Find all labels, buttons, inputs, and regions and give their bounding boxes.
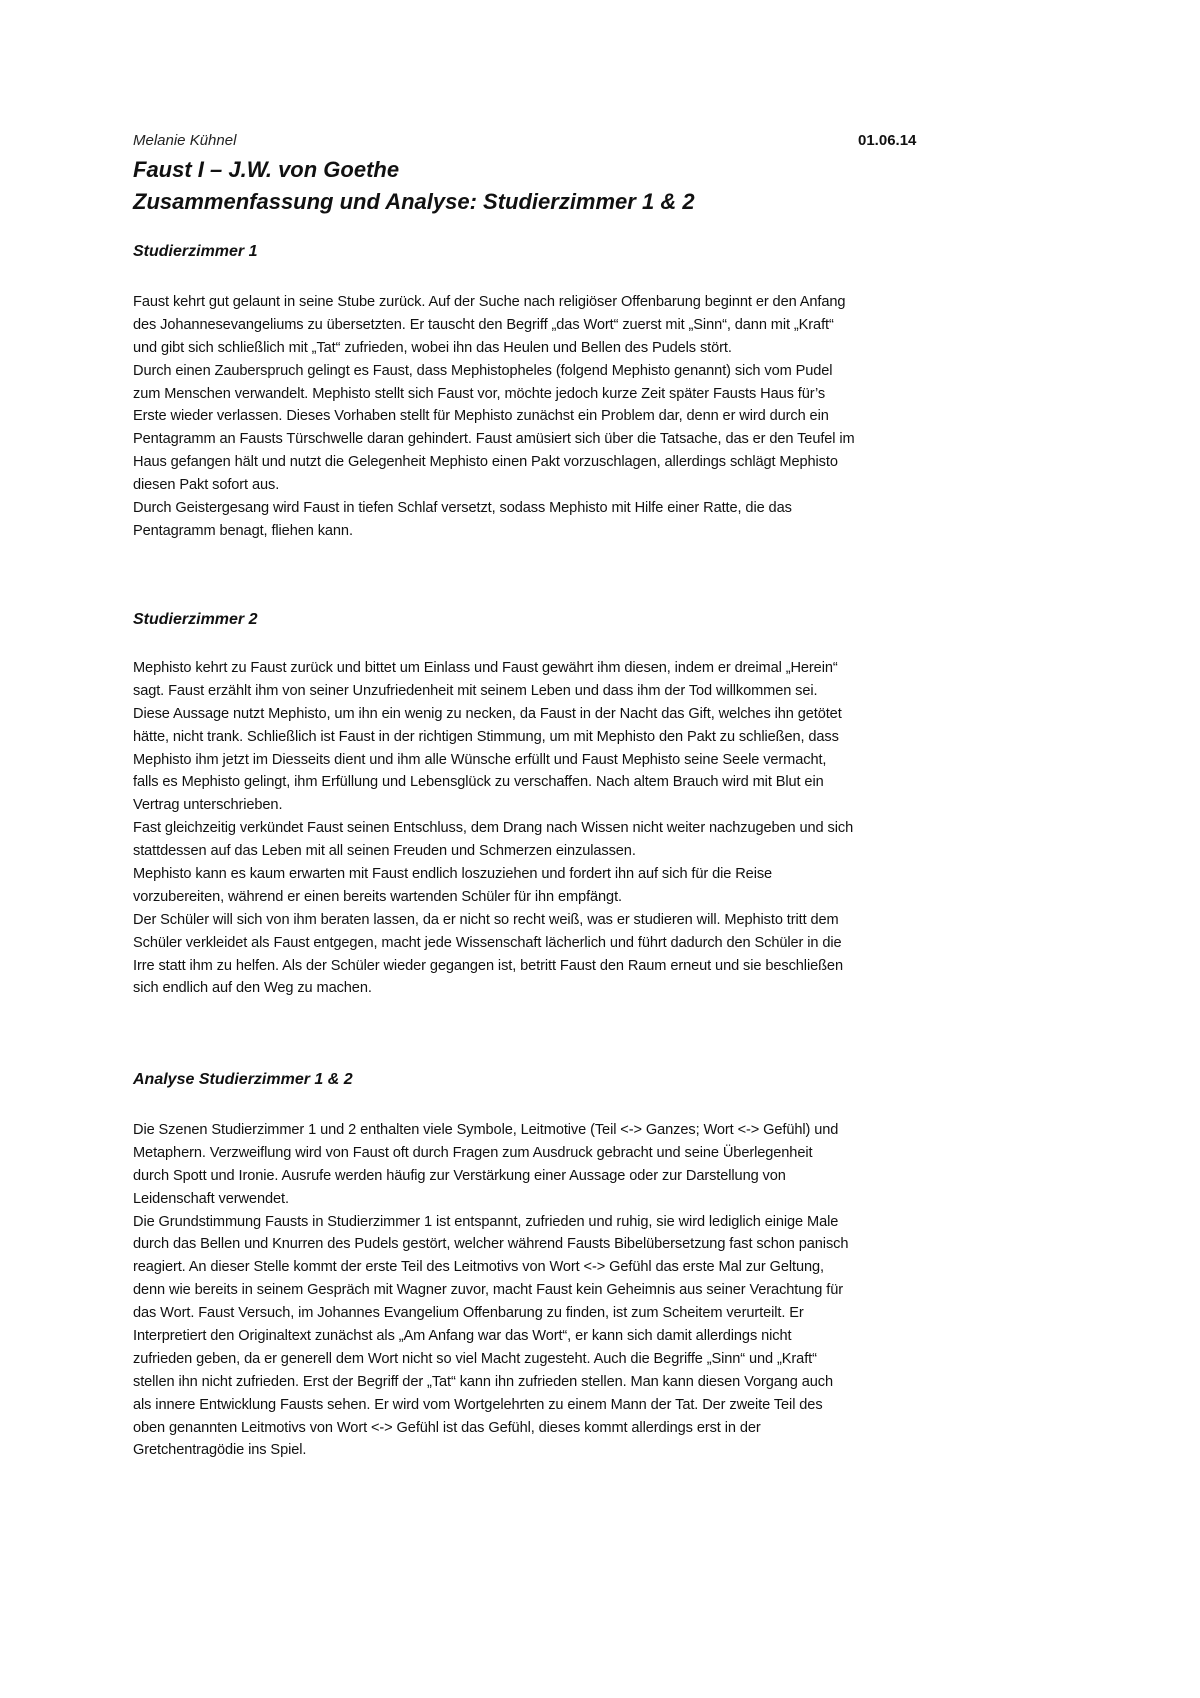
- text-line: als innere Entwicklung Fausts sehen. Er wird vom Wortgelehrten zu einem Mann der Tat. Der zweite Teil des: [133, 1396, 823, 1413]
- author-name: Melanie Kühnel: [133, 132, 237, 149]
- text-line: Vertrag unterschrieben.: [133, 797, 283, 814]
- section-body: [133, 1119, 848, 1462]
- text-line: vorzubereiten, während er einen bereits wartenden Schüler für ihn empfängt.: [133, 888, 622, 905]
- section-body: [133, 657, 853, 1000]
- text-line: oben genannten Leitmotivs von Wort <-> Gefühl ist das Gefühl, dieses kommt allerdings erst in der: [133, 1419, 761, 1436]
- text-line: Mephisto ihm jetzt im Diesseits dient und ihm alle Wünsche erfüllt und Faust Mephisto seine Seele vermacht,: [133, 751, 827, 768]
- text-line: sich endlich auf den Weg zu machen.: [133, 980, 372, 997]
- text-line: Diese Aussage nutzt Mephisto, um ihn ein wenig zu necken, da Faust in der Nacht das Gift, welches ihn getötet: [133, 705, 842, 722]
- text-line: Pentagramm benagt, fliehen kann.: [133, 522, 353, 539]
- section-heading: Studierzimmer 1: [133, 243, 258, 260]
- text-line: Der Schüler will sich von ihm beraten lassen, da er nicht so recht weiß, was er studieren will. Mephisto tritt dem: [133, 911, 839, 928]
- text-line: Mephisto kann es kaum erwarten mit Faust endlich loszuziehen und fordert ihn auf sich für die Reise: [133, 866, 773, 883]
- text-line: und gibt sich schließlich mit „Tat“ zufrieden, wobei ihn das Heulen und Bellen des Pudels stört.: [133, 339, 732, 356]
- text-line: reagiert. An dieser Stelle kommt der erste Teil des Leitmotivs von Wort <-> Gefühl das erste Mal zur Geltung,: [133, 1259, 824, 1276]
- text-line: falls es Mephisto gelingt, ihm Erfüllung und Lebensglück zu verschaffen. Nach altem Brauch wird mit Blut ein: [133, 774, 824, 791]
- text-line: stattdessen auf das Leben mit all seinen Freuden und Schmerzen einzulassen.: [133, 843, 636, 860]
- text-line: Pentagramm an Fausts Türschwelle daran gehindert. Faust amüsiert sich über die Tatsache, das er den Teufel im: [133, 431, 855, 448]
- text-line: denn wie bereits in seinem Gespräch mit Wagner zuvor, macht Faust kein Geheimnis aus seiner Verachtung für: [133, 1282, 843, 1299]
- text-line: zufrieden geben, da er generell dem Wort nicht so viel Macht zugesteht. Auch die Begriffe „Sinn“ und „Kraft“: [133, 1350, 817, 1367]
- document-subtitle: Zusammenfassung und Analyse: Studierzimmer 1 & 2: [133, 189, 695, 214]
- text-line: durch das Bellen und Knurren des Pudels gestört, welcher während Fausts Bibelübersetzung fast schon panisch: [133, 1236, 849, 1253]
- text-line: des Johannesevangeliums zu übersetzten. Er tauscht den Begriff „das Wort“ zuerst mit „Sinn“, dann mit „Kraft“: [133, 316, 834, 333]
- text-line: stellen ihn nicht zufrieden. Erst der Begriff der „Tat“ kann ihn zufrieden stellen. Man kann diesen Vorgang auch: [133, 1373, 833, 1390]
- section-heading: Studierzimmer 2: [133, 611, 258, 628]
- text-line: Mephisto kehrt zu Faust zurück und bittet um Einlass und Faust gewährt ihm diesen, indem er dreimal „Herein“: [133, 660, 838, 676]
- text-line: Schüler verkleidet als Faust entgegen, macht jede Wissenschaft lächerlich und führt dadurch den Schüler in die: [133, 934, 842, 951]
- section-body: [133, 291, 855, 543]
- text-line: Faust kehrt gut gelaunt in seine Stube zurück. Auf der Suche nach religiöser Offenbarung beginnt er den Anfang: [133, 294, 846, 310]
- text-line: sagt. Faust erzählt ihm von seiner Unzufriedenheit mit seinem Leben und dass ihm der Tod willkommen sei.: [133, 682, 818, 699]
- section-heading: Analyse Studierzimmer 1 & 2: [133, 1071, 353, 1088]
- text-line: Haus gefangen hält und nutzt die Gelegenheit Mephisto einen Pakt vorzuschlagen, allerdings schlägt Mephisto: [133, 454, 838, 471]
- text-line: hätte, nicht trank. Schließlich ist Faust in der richtigen Stimmung, um mit Mephisto den Pakt zu schließen, dass: [133, 728, 839, 745]
- document-date: 01.06.14: [858, 132, 917, 149]
- text-line: Leidenschaft verwendet.: [133, 1190, 289, 1207]
- document-title: Faust I – J.W. von Goethe: [133, 157, 400, 182]
- text-line: das Wort. Faust Versuch, im Johannes Evangelium Offenbarung zu finden, ist zum Scheitem verurteilt. Er: [133, 1305, 804, 1322]
- text-line: Erste wieder verlassen. Dieses Vorhaben stellt für Mephisto zunächst ein Problem dar, denn er wird durch ein: [133, 408, 829, 425]
- text-line: Irre statt ihm zu helfen. Als der Schüler wieder gegangen ist, betritt Faust den Raum erneut und sie beschließen: [133, 957, 843, 974]
- text-line: Durch einen Zauberspruch gelingt es Faust, dass Mephistopheles (folgend Mephisto genannt) sich vom Pudel: [133, 362, 833, 379]
- text-line: Durch Geistergesang wird Faust in tiefen Schlaf versetzt, sodass Mephisto mit Hilfe einer Ratte, die das: [133, 500, 792, 517]
- text-line: zum Menschen verwandelt. Mephisto stellt sich Faust vor, möchte jedoch kurze Zeit später Fausts Haus für’s: [133, 385, 826, 402]
- text-line: Metaphern. Verzweiflung wird von Faust oft durch Fragen zum Ausdruck gebracht und seine Überlegenheit: [133, 1144, 813, 1161]
- text-line: diesen Pakt sofort aus.: [133, 477, 280, 494]
- text-line: Interpretiert den Originaltext zunächst als „Am Anfang war das Wort“, er kann sich damit allerdings nicht: [133, 1328, 792, 1345]
- text-line: Die Grundstimmung Fausts in Studierzimmer 1 ist entspannt, zufrieden und ruhig, sie wird lediglich einige Male: [133, 1213, 839, 1230]
- text-line: Fast gleichzeitig verkündet Faust seinen Entschluss, dem Drang nach Wissen nicht weiter nachzugeben und sich: [133, 820, 854, 837]
- text-line: Die Szenen Studierzimmer 1 und 2 enthalten viele Symbole, Leitmotive (Teil <-> Ganzes; Wort <-> Gefühl) und: [133, 1122, 839, 1138]
- text-line: Gretchentragödie ins Spiel.: [133, 1442, 307, 1459]
- text-line: durch Spott und Ironie. Ausrufe werden häufig zur Verstärkung einer Aussage oder zur Darstellung von: [133, 1167, 786, 1184]
